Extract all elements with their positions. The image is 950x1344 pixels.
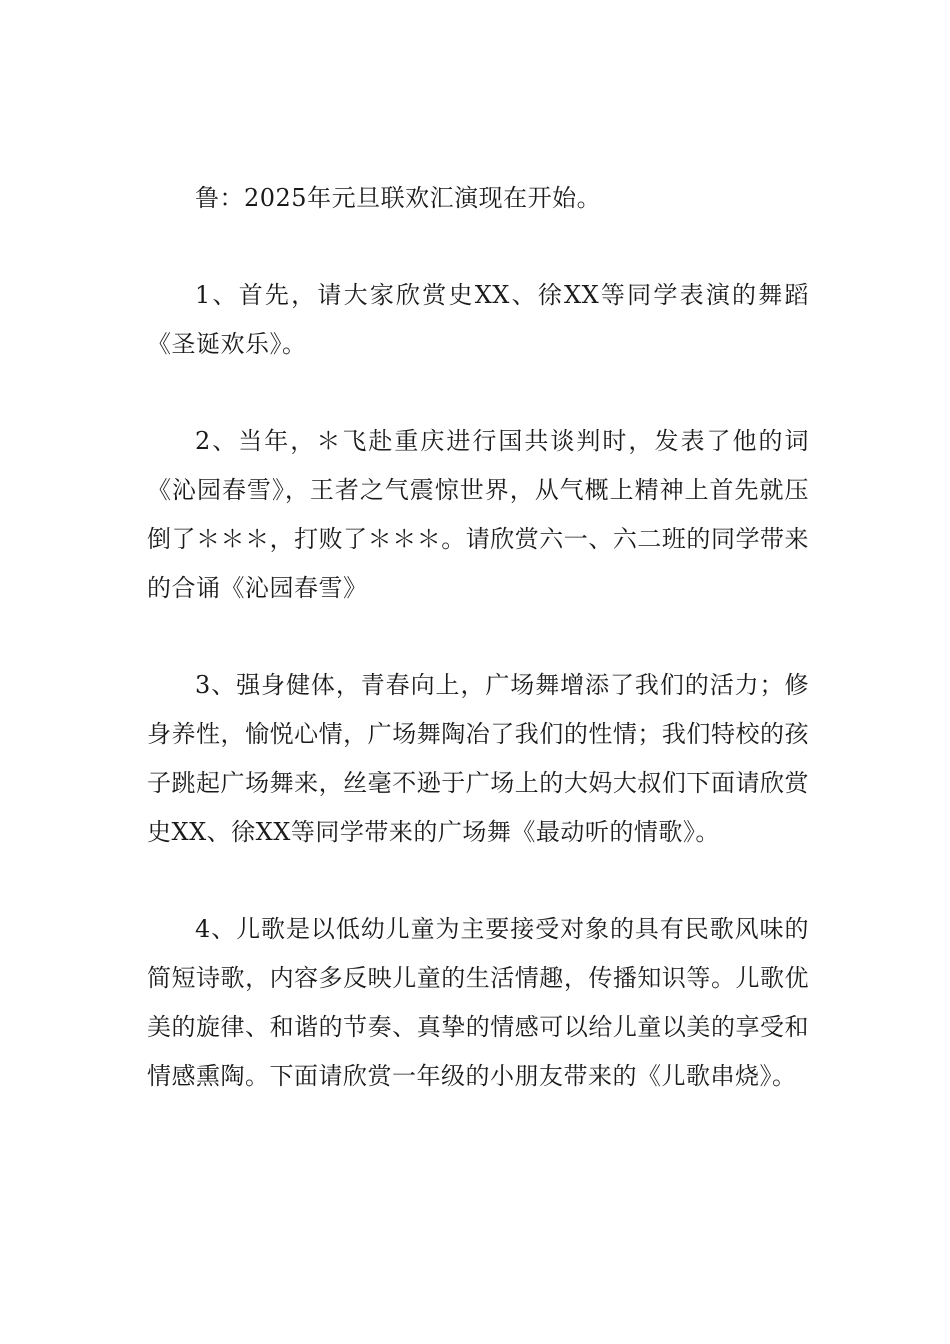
program-item-2: 2、当年，＊飞赴重庆进行国共谈判时，发表了他的词《沁园春雪》，王者之气震惊世界，从气概上精神上首先就压倒了＊＊＊，打败了＊＊＊。请欣赏六一、六二班的同学带来的合诵《沁园春雪》 — [147, 427, 809, 602]
opening-paragraph: 鲁：2025年元旦联欢汇演现在开始。 — [195, 184, 602, 212]
program-item-4: 4、儿歌是以低幼儿童为主要接受对象的具有民歌风味的简短诗歌，内容多反映儿童的生活情趣，传播知识等。儿歌优美的旋律、和谐的节奏、真挚的情感可以给儿童以美的享受和情感熏陶。下面请欣赏一年级的小朋友带来的《儿歌串烧》。 — [147, 915, 809, 1090]
program-item-3: 3、强身健体，青春向上，广场舞增添了我们的活力；修身养性，愉悦心情，广场舞陶冶了我们的性情；我们特校的孩子跳起广场舞来，丝毫不逊于广场上的大妈大叔们下面请欣赏史XX、徐XX等同学带来的广场舞《最动听的情歌》。 — [147, 671, 809, 846]
document-body — [147, 174, 809, 1149]
program-item-1: 1、首先，请大家欣赏史XX、徐XX等同学表演的舞蹈《圣诞欢乐》。 — [147, 281, 809, 358]
